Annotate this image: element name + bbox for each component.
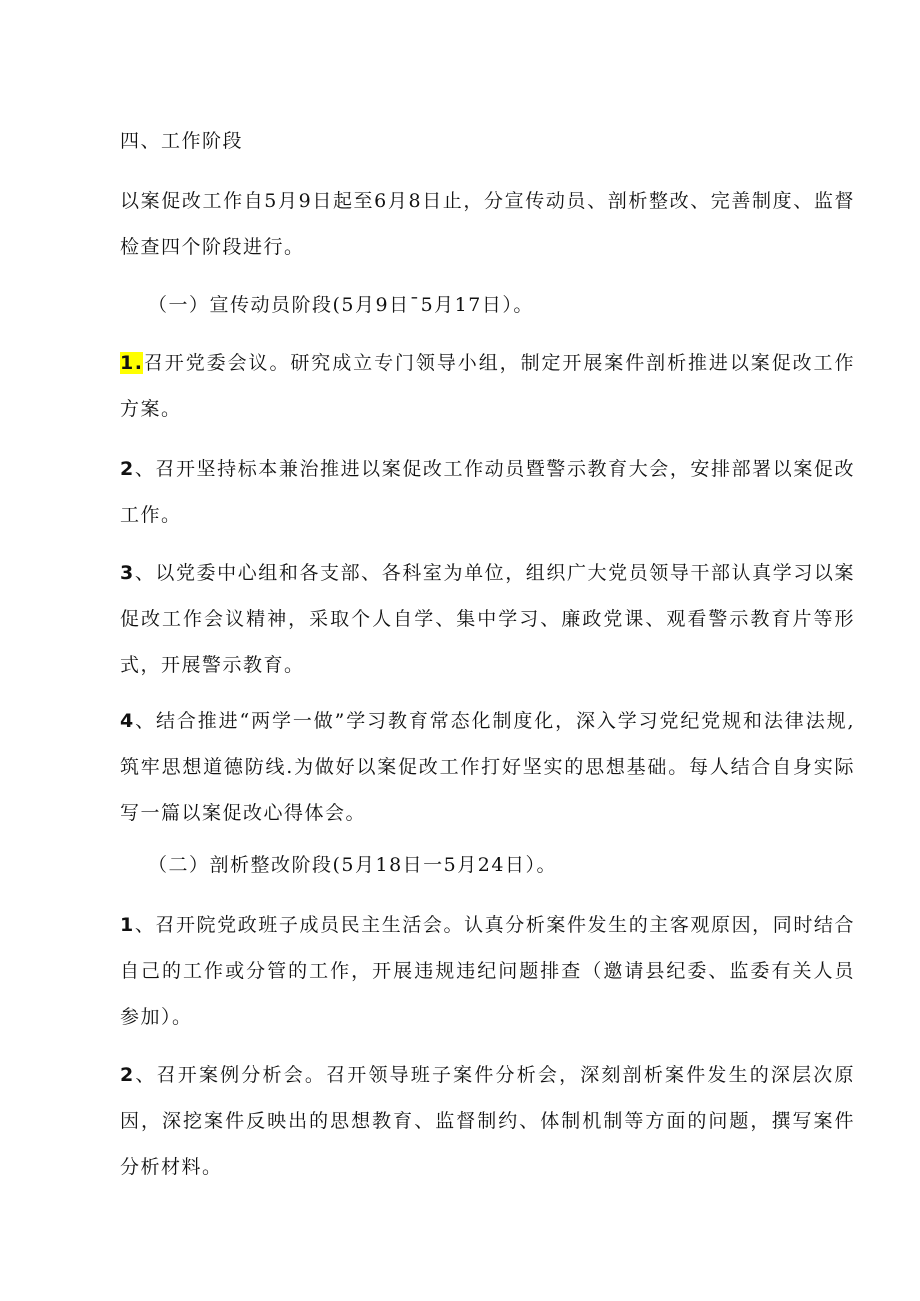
item-number: 2 bbox=[120, 458, 135, 480]
item-number: 4 bbox=[120, 710, 135, 732]
phase2-heading: （二）剖析整改阶段(5月18日一5月24日）。 bbox=[148, 854, 557, 876]
phase1-item-2 bbox=[120, 446, 855, 538]
section-heading: 四、工作阶段 bbox=[120, 130, 244, 152]
item-number: 1. bbox=[120, 352, 144, 374]
item-number: 2 bbox=[120, 1064, 135, 1086]
item-text: 、召开院党政班子成员民主生活会。认真分析案件发生的主客观原因，同时结合自己的工作或分管的工作，开展违规违纪问题排查（邀请县纪委、监委有关人员参加）。 bbox=[120, 914, 855, 1028]
item-number: 3 bbox=[120, 562, 135, 584]
item-text: 召开党委会议。研究成立专门领导小组，制定开展案件剖析推进以案促改工作方案。 bbox=[120, 352, 855, 420]
item-text: 、召开坚持标本兼治推进以案促改工作动员暨警示教育大会，安排部署以案促改工作。 bbox=[120, 458, 855, 526]
intro-paragraph: 以案促改工作自5月9日起至6月8日止，分宣传动员、剖析整改、完善制度、监督检查四个阶段进行。 bbox=[120, 190, 855, 258]
item-number: 1 bbox=[120, 914, 135, 936]
phase2-item-1 bbox=[120, 902, 855, 1040]
phase1-item-3 bbox=[120, 550, 855, 688]
phase2-item-2 bbox=[120, 1052, 855, 1190]
phase1-heading: （一）宣传动员阶段(5月9日¯5月17日）。 bbox=[148, 294, 534, 316]
item-text: 、召开案例分析会。召开领导班子案件分析会，深刻剖析案件发生的深层次原因，深挖案件反映出的思想教育、监督制约、体制机制等方面的问题，撰写案件分析材料。 bbox=[120, 1064, 855, 1178]
item-text: 、以党委中心组和各支部、各科室为单位，组织广大党员领导干部认真学习以案促改工作会议精神，采取个人自学、集中学习、廉政党课、观看警示教育片等形式，开展警示教育。 bbox=[120, 562, 855, 676]
phase1-item-4 bbox=[120, 698, 855, 836]
item-text: 、结合推进“两学一做”学习教育常态化制度化，深入学习党纪党规和法律法规,筑牢思想道德防线.为做好以案促改工作打好坚实的思想基础。每人结合自身实际写一篇以案促改心得体会。 bbox=[120, 710, 855, 824]
phase1-item-1 bbox=[120, 340, 855, 432]
